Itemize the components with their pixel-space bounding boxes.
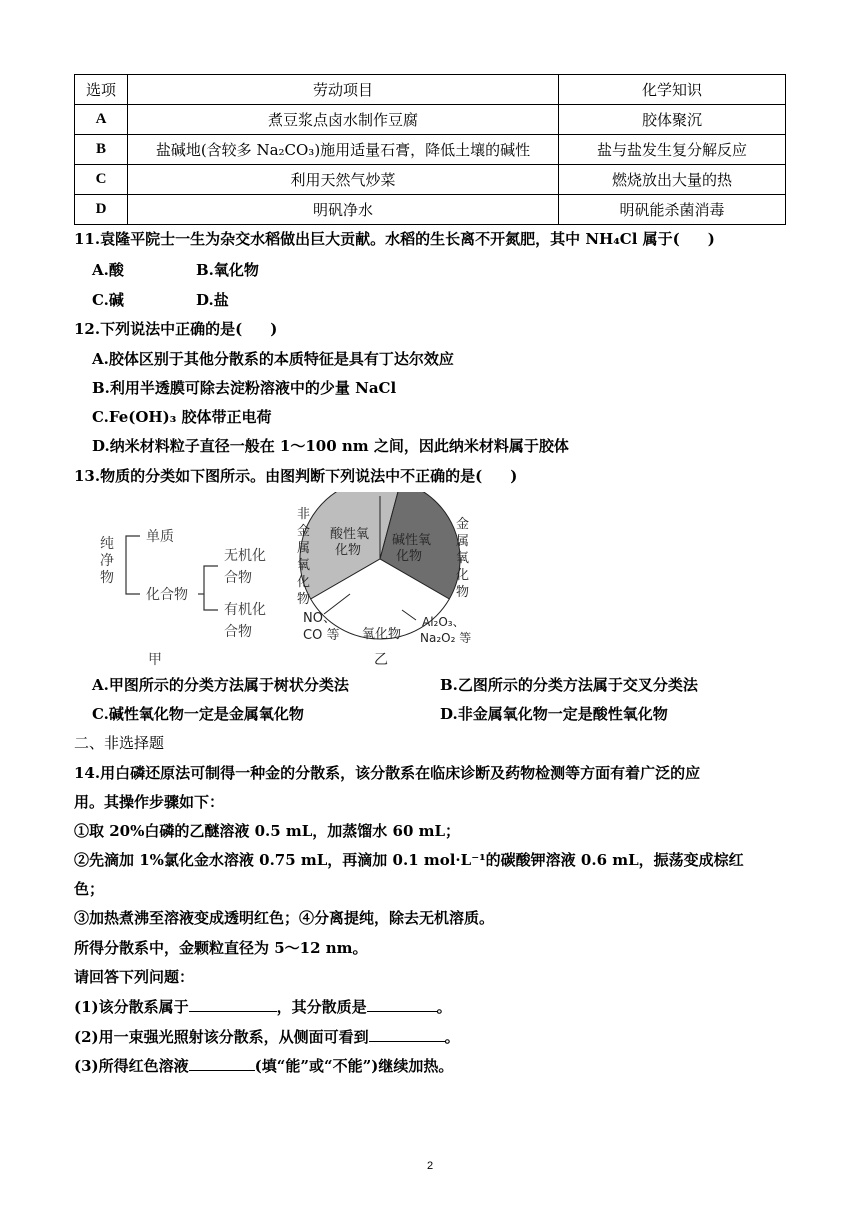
q14-sub1 [74,997,452,1017]
q14-result: 所得分散系中，金颗粒直径为 5～12 nm。 [74,939,368,957]
row-knowledge: 明矾能杀菌消毒 [559,195,786,225]
q14-ask: 请回答下列问题： [74,968,195,986]
row-key: A [75,105,128,135]
q12-close-paren: ) [270,320,278,338]
answer-blank-1[interactable] [189,997,277,1012]
pie-right-label-char: 氧 [456,551,470,566]
table-header-row [75,75,786,105]
q11-option-d: D.盐 [196,291,229,309]
row-key: C [75,165,128,195]
pie-al-na-label: Na₂O₂ 等 [420,631,472,645]
table-row [75,195,786,225]
q14-sub1-text: (1)该分散系属于 [74,998,189,1016]
pie-acidic-label: 酸性氧 [330,527,370,542]
pie-al-na-label: Al₂O₃、 [422,615,465,629]
q13-option-b: B.乙图所示的分类方法属于交叉分类法 [440,676,698,694]
tree-compound: 化合物 [146,587,188,603]
q11-option-b: B.氧化物 [196,261,259,279]
q14-step2-line1: ②先滴加 1%氯化金水溶液 0.75 mL，再滴加 0.1 mol·L⁻¹的碳酸钾溶液 0.6 mL，振荡变成棕红 [74,851,744,869]
q14-sub2 [74,1027,460,1047]
q12-stem [74,319,277,339]
q14-step2-line2: 色； [74,880,105,898]
q14-step1: ①取 20%白磷的乙醚溶液 0.5 mL，加蒸馏水 60 mL； [74,822,461,840]
q14-sub3 [74,1056,453,1076]
pie-no-co-label: CO 等 [303,628,340,643]
pie-left-label-char: 金 [297,524,311,539]
pie-oxide-label: 氧化物 [362,627,402,642]
q14-sub1-text: 。 [436,998,452,1016]
q12-option-d: D.纳米材料粒子直径一般在 1～100 nm 之间，因此纳米材料属于胶体 [92,437,569,455]
row-key: B [75,135,128,165]
pie-basic-label: 化物 [396,549,423,564]
q14-stem-line2: 用。其操作步骤如下： [74,793,225,811]
page-number: 2 [426,1160,434,1172]
q12-option-b: B.利用半透膜可除去淀粉溶液中的少量 NaCl [92,379,397,397]
q13-option-d: D.非金属氧化物一定是酸性氧化物 [440,705,668,723]
pie-acidic-label: 化物 [335,543,362,558]
pie-left-label-char: 非 [297,507,311,522]
table-row [75,165,786,195]
pie-right-label-char: 属 [456,534,470,549]
tree-organic: 合物 [224,624,252,640]
pie-left-label-char: 氧 [297,558,311,573]
tree-organic: 有机化 [224,602,266,618]
q13-stem [74,466,517,486]
tree-inorganic: 合物 [224,570,252,586]
q11-option-c: C.碱 [92,291,124,309]
answer-options-table [74,74,786,225]
table-row [75,105,786,135]
tree-root-char: 净 [100,553,114,569]
tree-root-char: 物 [100,570,114,586]
q11-option-a: A.酸 [92,261,124,279]
row-item: 盐碱地(含较多 Na₂CO₃)施用适量石膏，降低土壤的碱性 [128,135,559,165]
tree-caption: 甲 [148,652,162,668]
pie-no-co-label: NO、 [303,611,336,626]
tree-inorganic: 无机化 [224,548,266,564]
row-item: 煮豆浆点卤水制作豆腐 [128,105,559,135]
q13-option-a: A.甲图所示的分类方法属于树状分类法 [92,676,349,694]
answer-blank-3[interactable] [369,1027,445,1042]
pie-right-label-char: 物 [456,585,470,600]
header-option: 选项 [75,75,128,105]
q12-stem-text: 12.下列说法中正确的是( [74,320,243,338]
q14-sub3-text: (填“能”或“不能”)继续加热。 [254,1057,454,1075]
header-labor-project: 劳动项目 [128,75,559,105]
row-key: D [75,195,128,225]
pie-caption: 乙 [374,652,388,668]
pie-left-label-char: 属 [297,541,311,556]
row-knowledge: 盐与盐发生复分解反应 [559,135,786,165]
pie-left-label-char: 化 [297,575,311,590]
tree-diagram [100,529,266,668]
row-item: 利用天然气炒菜 [128,165,559,195]
pie-basic-label: 碱性氧 [392,533,432,548]
row-knowledge: 燃烧放出大量的热 [559,165,786,195]
pie-right-label-char: 化 [456,568,470,583]
section-heading: 二、非选择题 [74,734,165,752]
pie-left-label-char: 物 [297,592,311,607]
q12-option-c: C.Fe(OH)₃ 胶体带正电荷 [92,408,272,426]
q14-sub2-text: 。 [444,1028,460,1046]
q14-step3: ③加热煮沸至溶液变成透明红色；④分离提纯，除去无机溶质。 [74,909,495,927]
q14-stem-line1: 14.用白磷还原法可制得一种金的分散系，该分散系在临床诊断及药物检测等方面有着广泛的应 [74,764,701,782]
q14-sub1-text: ，其分散质是 [276,998,367,1016]
q13-close-paren: ) [510,467,518,485]
q13-option-c: C.碱性氧化物一定是金属氧化物 [92,705,304,723]
q11-stem [74,229,715,249]
tree-root-char: 纯 [100,536,114,552]
header-chem-knowledge: 化学知识 [559,75,786,105]
answer-blank-4[interactable] [189,1056,255,1071]
q11-stem-text: 11.袁隆平院士一生为杂交水稻做出巨大贡献。水稻的生长离不开氮肥，其中 NH₄Cl 属于( [74,230,680,248]
q12-option-a: A.胶体区别于其他分散系的本质特征是具有丁达尔效应 [92,350,454,368]
table-row [75,135,786,165]
answer-blank-2[interactable] [367,997,437,1012]
q14-sub3-text: (3)所得红色溶液 [74,1057,189,1075]
q11-close-paren: ) [707,230,715,248]
tree-single-substance: 单质 [146,529,174,545]
classification-figure [90,492,490,672]
pie-right-label-char: 金 [456,517,470,532]
row-item: 明矾净水 [128,195,559,225]
row-knowledge: 胶体聚沉 [559,105,786,135]
q14-sub2-text: (2)用一束强光照射该分散系，从侧面可看到 [74,1028,369,1046]
q13-stem-text: 13.物质的分类如下图所示。由图判断下列说法中不正确的是( [74,467,483,485]
